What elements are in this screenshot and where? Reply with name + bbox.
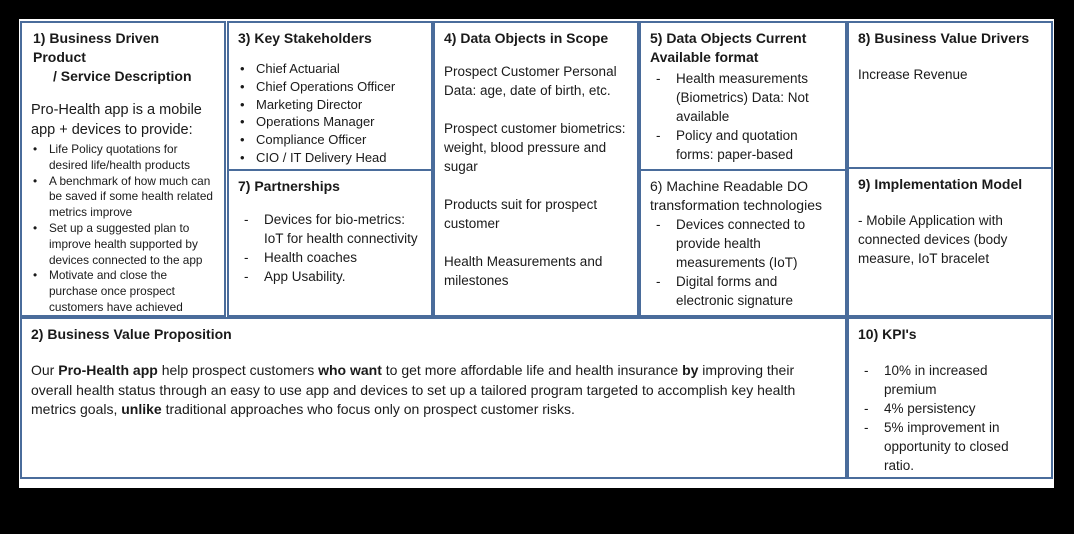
box3-list bbox=[238, 60, 422, 167]
list-item: • Chief Actuarial bbox=[256, 60, 422, 78]
box5-title: 5) Data Objects Current Available format bbox=[650, 30, 807, 65]
list-item: - 4% persistency bbox=[884, 399, 1042, 418]
box7-title: 7) Partnerships bbox=[238, 178, 340, 194]
box5-list bbox=[650, 69, 836, 164]
text-seg-bold: Pro-Health app bbox=[58, 362, 158, 378]
list-item: - Health coaches bbox=[264, 248, 422, 267]
box-implementation-model bbox=[847, 167, 1053, 317]
list-item: • Compliance Officer bbox=[256, 131, 422, 149]
box8-text: Increase Revenue bbox=[858, 67, 968, 82]
list-item: - Policy and quotation forms: paper-based bbox=[676, 126, 836, 164]
list-item: • A benchmark of how much can be saved if some health related metrics improve bbox=[49, 174, 215, 221]
list-item: • Marketing Director bbox=[256, 96, 422, 114]
list-item: • Life Policy quotations for desired life/health products bbox=[49, 142, 215, 174]
box9-title: 9) Implementation Model bbox=[858, 176, 1023, 192]
text-seg: traditional approaches who focus only on prospect customer risks. bbox=[161, 401, 575, 417]
box4-para: Health Measurements and milestones bbox=[444, 254, 603, 288]
box-machine-readable-do bbox=[639, 169, 847, 317]
list-item: - Digital forms and electronic signature bbox=[676, 272, 836, 310]
box-data-objects-in-scope bbox=[433, 21, 639, 317]
box-data-objects-current-format bbox=[639, 21, 847, 171]
list-item: • Set up a suggested plan to improve health supported by devices connected to the app bbox=[49, 221, 215, 268]
box1-title-line1: 1) Business Driven Product bbox=[33, 30, 160, 65]
text-seg: to get more affordable life and health insurance bbox=[381, 362, 683, 378]
box-business-value-proposition bbox=[20, 317, 847, 479]
box-partnerships bbox=[227, 169, 433, 317]
box1-intro: Pro-Health app is a mobile app + devices to provide: bbox=[31, 102, 202, 138]
list-item: - Devices connected to provide health measurements (IoT) bbox=[676, 215, 836, 272]
box2-text bbox=[31, 361, 836, 420]
text-seg-bold: who want bbox=[318, 362, 382, 378]
list-item: - Health measurements (Biometrics) Data: Not available bbox=[676, 69, 836, 126]
box-business-driven-product bbox=[20, 21, 226, 317]
list-item: - App Usability. bbox=[264, 267, 422, 286]
box10-list bbox=[858, 361, 1042, 475]
text-seg: Our bbox=[31, 362, 59, 378]
box-business-value-drivers bbox=[847, 21, 1053, 169]
box9-text: - Mobile Application with connected devices (body measure, IoT bracelet bbox=[858, 213, 1008, 266]
list-item: • CIO / IT Delivery Head bbox=[256, 149, 422, 167]
list-item: • Chief Operations Officer bbox=[256, 78, 422, 96]
text-seg-bold: by bbox=[682, 362, 699, 378]
box4-title: 4) Data Objects in Scope bbox=[444, 30, 609, 46]
list-item: • Operations Manager bbox=[256, 113, 422, 131]
list-item: - 5% improvement in opportunity to closed ratio. bbox=[884, 418, 1042, 475]
box8-title: 8) Business Value Drivers bbox=[858, 30, 1030, 46]
box6-list bbox=[650, 215, 836, 310]
text-seg-bold: unlike bbox=[121, 401, 162, 417]
box6-title: 6) Machine Readable DO transformation technologies bbox=[650, 178, 822, 213]
canvas bbox=[19, 19, 1054, 488]
box2-title: 2) Business Value Proposition bbox=[31, 326, 232, 342]
box4-para: Prospect customer biometrics: weight, blood pressure and sugar bbox=[444, 121, 626, 174]
text-seg: improving their overall health status through an easy to use app and devices to set up a tailored program targeted to accomplish key health metrics goals, bbox=[31, 362, 796, 417]
list-item: - 10% in increased premium bbox=[884, 361, 1042, 399]
box-key-stakeholders bbox=[227, 21, 433, 171]
list-item: - Devices for bio-metrics: IoT for health connectivity bbox=[264, 210, 422, 248]
box1-list bbox=[31, 142, 215, 332]
box3-title: 3) Key Stakeholders bbox=[238, 30, 372, 46]
box1-title bbox=[31, 29, 215, 86]
box10-title: 10) KPI's bbox=[858, 326, 917, 342]
box1-title-line2: / Service Description bbox=[53, 68, 192, 84]
box4-para: Products suit for prospect customer bbox=[444, 197, 598, 231]
box-kpis bbox=[847, 317, 1053, 479]
box7-list bbox=[238, 210, 422, 286]
text-seg: help prospect customers bbox=[157, 362, 319, 378]
box4-para: Prospect Customer Personal Data: age, date of birth, etc. bbox=[444, 64, 617, 98]
list-item: • Motivate and close the purchase once prospect customers have achieved bbox=[49, 268, 215, 331]
